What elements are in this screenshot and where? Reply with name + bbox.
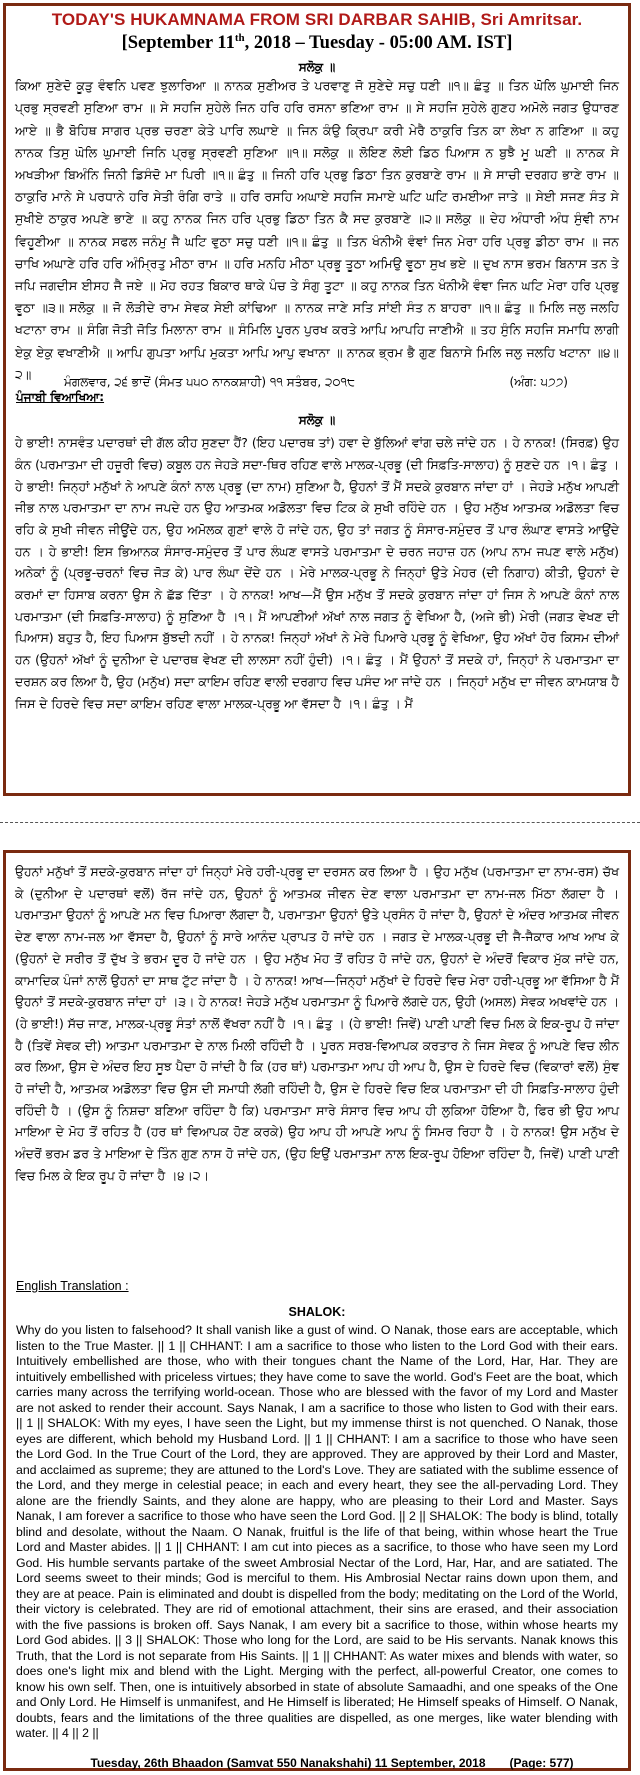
english-page-ref: (Page: 577) xyxy=(509,1755,574,1770)
date-suffix: , 2018 – Tuesday - 05:00 AM. IST] xyxy=(244,33,513,54)
date-prefix: [September 11 xyxy=(121,33,235,54)
punjabi-vyakhya-label: ਪੰਜਾਬੀ ਵਿਆਖਿਆ: xyxy=(16,390,105,405)
english-date: Tuesday, 26th Bhaadon (Samvat 550 Nanakshahi) 11 September, 2018 xyxy=(90,1755,486,1770)
date-header xyxy=(6,32,628,54)
punjabi-page-ref: (ਅੰਗ: ੫੭੭) xyxy=(509,375,568,390)
punjabi-date: ਮੰਗਲਵਾਰ, ੨੬ ਭਾਦੋਂ (ਸੰਮਤ ੫੫੦ ਨਾਨਕਸ਼ਾਹੀ) ੧੧ ਸਤੰਬਰ, ੨੦੧੮ xyxy=(64,375,355,390)
punjabi-vyakhya-text: ਹੇ ਭਾਈ! ਨਾਸਵੰਤ ਪਦਾਰਥਾਂ ਦੀ ਗੱਲ ਕੀਹ ਸੁਣਦਾ ਹੈਂ? (ਇਹ ਪਦਾਰਥ ਤਾਂ) ਹਵਾ ਦੇ ਬੁੱਲਿਆਂ ਵਾਂਗ ਚਲੇ ਜਾਂਦੇ ਹਨ । ਹੇ ਨਾਨਕ! (ਸਿਰਫ਼) ਉਹ ਕੰਨ (ਪਰਮਾਤਮਾ ਦੀ ਹਜ਼ੂਰੀ ਵਿਚ) ਕਬੂਲ ਹਨ ਜੇਹੜੇ ਸਦਾ-ਥਿਰ ਰਹਿਣ ਵਾਲੇ ਮਾਲਕ-ਪ੍ਰਭੂ (ਦੀ ਸਿਫ਼ਤਿ-ਸਾਲਾਹ) ਨੂੰ ਸੁਣਦੇ ਹਨ ।੧। ਛੰਤੁ । ਹੇ ਭਾਈ! ਜਿਨ੍ਹਾਂ ਮਨੁੱਖਾਂ ਨੇ ਆਪਣੇ ਕੰਨਾਂ ਨਾਲ ਪ੍ਰਭੂ (ਦਾ ਨਾਮ) ਸੁਣਿਆ ਹੈ, ਉਹਨਾਂ ਤੋਂ ਮੈਂ ਸਦਕੇ ਕੁਰਬਾਨ ਜਾਂਦਾ ਹਾਂ । ਜੇਹੜੇ ਮਨੁੱਖ ਆਪਣੀ ਜੀਭ ਨਾਲ ਪਰਮਾਤਮਾ ਦਾ ਨਾਮ ਜਪਦੇ ਹਨ ਉਹ ਆਤਮਕ ਅਡੋਲਤਾ ਵਿਚ ਟਿਕ ਕੇ ਸੁਖੀ ਰਹਿੰਦੇ ਹਨ । ਉਹ ਮਨੁੱਖ ਆਤਮਕ ਅਡੋਲਤਾ ਵਿਚ ਰਹਿ ਕੇ ਸੁਖੀ ਜੀਵਨ ਜੀਊਂਦੇ ਹਨ, ਉਹ ਅਮੋਲਕ ਗੁਣਾਂ ਵਾਲੇ ਹੋ ਜਾਂਦੇ ਹਨ, ਉਹ ਤਾਂ ਜਗਤ ਨੂੰ ਸੰਸਾਰ-ਸਮੁੰਦਰ ਤੋਂ ਪਾਰ ਲੰਘਾਣ ਵਾਸਤੇ ਆਉਂਦੇ ਹਨ । ਹੇ ਭਾਈ! ਇਸ ਭਿਆਨਕ ਸੰਸਾਰ-ਸਮੁੰਦਰ ਤੋਂ ਪਾਰ ਲੰਘਣ ਵਾਸਤੇ ਪਰਮਾਤਮਾ ਦੇ ਚਰਨ ਜਹਾਜ਼ ਹਨ (ਆਪ ਨਾਮ ਜਪਣ ਵਾਲੇ ਮਨੁੱਖ) ਅਨੇਕਾਂ ਨੂੰ (ਪ੍ਰਭੂ-ਚਰਨਾਂ ਵਿਚ ਜੋੜ ਕੇ) ਪਾਰ ਲੰਘਾ ਦੇਂਦੇ ਹਨ । ਮੇਰੇ ਮਾਲਕ-ਪ੍ਰਭੂ ਨੇ ਜਿਨ੍ਹਾਂ ਉਤੇ ਮੇਹਰ (ਦੀ ਨਿਗਾਹ) ਕੀਤੀ, ਉਹਨਾਂ ਦੇ ਕਰਮਾਂ ਦਾ ਹਿਸਾਬ ਕਰਨਾ ਉਸ ਨੇ ਛੱਡ ਦਿੱਤਾ । ਹੇ ਨਾਨਕ! ਆਖ—ਮੈਂ ਉਸ ਮਨੁੱਖ ਤੋਂ ਸਦਕੇ ਕੁਰਬਾਨ ਜਾਂਦਾ ਹਾਂ ਜਿਸ ਨੇ ਆਪਣੇ ਕੰਨਾਂ ਨਾਲ ਪਰਮਾਤਮਾ (ਦੀ ਸਿਫ਼ਤਿ-ਸਾਲਾਹ) ਨੂੰ ਸੁਣਿਆ ਹੈ ।੧। ਮੈਂ ਆਪਣੀਆਂ ਅੱਖਾਂ ਨਾਲ ਜਗਤ ਨੂੰ ਵੇਖਿਆ ਹੈ, (ਅਜੇ ਭੀ) ਮੇਰੀ (ਜਗਤ ਵੇਖਣ ਦੀ ਪਿਆਸ) ਬਹੁਤ ਹੈ, ਇਹ ਪਿਆਸ ਬੁੱਝਦੀ ਨਹੀਂ । ਹੇ ਨਾਨਕ! ਜਿਨ੍ਹਾਂ ਅੱਖਾਂ ਨੇ ਮੇਰੇ ਪਿਆਰੇ ਪ੍ਰਭੂ ਨੂੰ ਵੇਖਿਆ, ਉਹ ਅੱਖਾਂ ਹੋਰ ਕਿਸਮ ਦੀਆਂ ਹਨ (ਉਹਨਾਂ ਅੱਖਾਂ ਨੂੰ ਦੁਨੀਆ ਦੇ ਪਦਾਰਥ ਵੇਖਣ ਦੀ ਲਾਲਸਾ ਨਹੀਂ ਹੁੰਦੀ) ।੧। ਛੰਤੁ । ਮੈਂ ਉਹਨਾਂ ਤੋਂ ਸਦਕੇ ਹਾਂ, ਜਿਨ੍ਹਾਂ ਨੇ ਪਰਮਾਤਮਾ ਦਾ ਦਰਸ਼ਨ ਕਰ ਲਿਆ ਹੈ, ਉਹ (ਮਨੁੱਖ) ਸਦਾ ਕਾਇਮ ਰਹਿਣ ਵਾਲੀ ਦਰਗਾਹ ਵਿਚ ਪਸੰਦ ਆ ਜਾਂਦੇ ਹਨ । ਜਿਨ੍ਹਾਂ ਮਨੁੱਖ ਦਾ ਜੀਵਨ ਕਾਮਯਾਬ ਹੈ ਜਿਸ ਦੇ ਹਿਰਦੇ ਵਿਚ ਸਦਾ ਕਾਇਮ ਰਹਿਣ ਵਾਲਾ ਮਾਲਕ-ਪ੍ਰਭੂ ਆ ਵੱਸਦਾ ਹੈ ।੧। ਛੰਤੁ । ਮੈਂ xyxy=(15,435,619,711)
punjabi-vyakhya-continued: ਉਹਨਾਂ ਮਨੁੱਖਾਂ ਤੋਂ ਸਦਕੇ-ਕੁਰਬਾਨ ਜਾਂਦਾ ਹਾਂ ਜਿਨ੍ਹਾਂ ਮੇਰੇ ਹਰੀ-ਪ੍ਰਭੂ ਦਾ ਦਰਸਨ ਕਰ ਲਿਆ ਹੈ । ਉਹ ਮਨੁੱਖ (ਪਰਮਾਤਮਾ ਦਾ ਨਾਮ-ਰਸ) ਚੱਖ ਕੇ (ਦੁਨੀਆ ਦੇ ਪਦਾਰਥਾਂ ਵਲੋਂ) ਰੱਜ ਜਾਂਦੇ ਹਨ, ਉਹਨਾਂ ਨੂੰ ਆਤਮਕ ਜੀਵਨ ਦੇਣ ਵਾਲਾ ਪਰਮਾਤਮਾ ਦਾ ਨਾਮ-ਜਲ ਮਿੱਠਾ ਲੱਗਦਾ ਹੈ । ਪਰਮਾਤਮਾ ਉਹਨਾਂ ਨੂੰ ਆਪਣੇ ਮਨ ਵਿਚ ਪਿਆਰਾ ਲੱਗਦਾ ਹੈ, ਪਰਮਾਤਮਾ ਉਹਨਾਂ ਉਤੇ ਪ੍ਰਸੰਨ ਹੋ ਜਾਂਦਾ ਹੈ, ਉਹਨਾਂ ਦੇ ਅੰਦਰ ਆਤਮਕ ਜੀਵਨ ਦੇਣ ਵਾਲਾ ਨਾਮ-ਜਲ ਆ ਵੱਸਦਾ ਹੈ, ਉਹਨਾਂ ਨੂੰ ਸਾਰੇ ਆਨੰਦ ਪ੍ਰਾਪਤ ਹੋ ਜਾਂਦੇ ਹਨ । ਜਗਤ ਦੇ ਮਾਲਕ-ਪ੍ਰਭੂ ਦੀ ਜੈ-ਜੈਕਾਰ ਆਖ ਆਖ ਕੇ (ਉਹਨਾਂ ਦੇ ਸਰੀਰ ਤੋਂ ਦੁੱਖ ਤੇ ਭਰਮ ਦੂਰ ਹੋ ਜਾਂਦੇ ਹਨ । ਉਹ ਮਨੁੱਖ ਮੋਹ ਤੋਂ ਰਹਿਤ ਹੋ ਜਾਂਦੇ ਹਨ, ਉਹਨਾਂ ਦੇ ਅੰਦਰੋਂ ਵਿਕਾਰ ਮੁੱਕ ਜਾਂਦੇ ਹਨ, ਕਾਮਾਦਿਕ ਪੰਜਾਂ ਨਾਲੋਂ ਉਹਨਾਂ ਦਾ ਸਾਥ ਟੁੱਟ ਜਾਂਦਾ ਹੈ । ਹੇ ਨਾਨਕ! ਆਖ—ਜਿਨ੍ਹਾਂ ਮਨੁੱਖਾਂ ਦੇ ਹਿਰਦੇ ਵਿਚ ਮੇਰਾ ਹਰੀ-ਪ੍ਰਭੂ ਆ ਵੱਸਿਆ ਹੈ ਮੈਂ ਉਹਨਾਂ ਤੋਂ ਸਦਕੇ-ਕੁਰਬਾਨ ਜਾਂਦਾ ਹਾਂ ।੩। ਹੇ ਨਾਨਕ! ਜੇਹੜੇ ਮਨੁੱਖ ਪਰਮਾਤਮਾ ਨੂੰ ਪਿਆਰੇ ਲੱਗਦੇ ਹਨ, ਉਹੀ (ਅਸਲ) ਸੇਵਕ ਅਖਵਾਂਦੇ ਹਨ । (ਹੇ ਭਾਈ!) ਸੱਚ ਜਾਣ, ਮਾਲਕ-ਪ੍ਰਭੂ ਸੰਤਾਂ ਨਾਲੋਂ ਵੱਖਰਾ ਨਹੀਂ ਹੈ ।੧। ਛੰਤੁ । (ਹੇ ਭਾਈ! ਜਿਵੇਂ) ਪਾਣੀ ਪਾਣੀ ਵਿਚ ਮਿਲ ਕੇ ਇਕ-ਰੂਪ ਹੋ ਜਾਂਦਾ ਹੈ (ਤਿਵੇਂ ਸੇਵਕ ਦੀ) ਆਤਮਾ ਪਰਮਾਤਮਾ ਦੇ ਨਾਲ ਮਿਲੀ ਰਹਿੰਦੀ ਹੈ । ਪੂਰਨ ਸਰਬ-ਵਿਆਪਕ ਕਰਤਾਰ ਨੇ ਜਿਸ ਸੇਵਕ ਨੂੰ ਆਪਣੇ ਵਿਚ ਲੀਨ ਕਰ ਲਿਆ, ਉਸ ਦੇ ਅੰਦਰ ਇਹ ਸੂਝ ਪੈਦਾ ਹੋ ਜਾਂਦੀ ਹੈ ਕਿ (ਹਰ ਥਾਂ) ਪਰਮਾਤਮਾ ਆਪ ਹੀ ਆਪ ਹੈ, ਉਸ ਦੇ ਹਿਰਦੇ ਵਿਚ (ਵਿਕਾਰਾਂ ਵਲੋਂ) ਸੁੰਞ ਹੋ ਜਾਂਦੀ ਹੈ, ਆਤਮਕ ਅਡੋਲਤਾ ਵਿਚ ਉਸ ਦੀ ਸਮਾਧੀ ਲੱਗੀ ਰਹਿੰਦੀ ਹੈ, ਉਸ ਦੇ ਹਿਰਦੇ ਵਿਚ ਇਕ ਪਰਮਾਤਮਾ ਦੀ ਹੀ ਸਿਫ਼ਤਿ-ਸਾਲਾਹ ਹੁੰਦੀ ਰਹਿੰਦੀ ਹੈ । (ਉਸ ਨੂੰ ਨਿਸ਼ਚਾ ਬਣਿਆ ਰਹਿੰਦਾ ਹੈ ਕਿ) ਪਰਮਾਤਮਾ ਸਾਰੇ ਸੰਸਾਰ ਵਿਚ ਆਪ ਹੀ ਲੁਕਿਆ ਹੋਇਆ ਹੈ, ਫਿਰ ਭੀ ਉਹ ਆਪ ਮਾਇਆ ਦੇ ਮੋਹ ਤੋਂ ਰਹਿਤ ਹੈ (ਹਰ ਥਾਂ ਵਿਆਪਕ ਹੋਣ ਕਰਕੇ) ਉਹ ਆਪ ਹੀ ਆਪਣੇ ਆਪ ਨੂੰ ਸਿਮਰ ਰਿਹਾ ਹੈ । ਹੇ ਨਾਨਕ! ਉਸ ਮਨੁੱਖ ਦੇ ਅੰਦਰੋਂ ਭਰਮ ਡਰ ਤੇ ਮਾਇਆ ਦੇ ਤਿੰਨ ਗੁਣ ਨਾਸ ਹੋ ਜਾਂਦੇ ਹਨ, (ਉਹ ਇਉਂ ਪਰਮਾਤਮਾ ਨਾਲ ਇਕ-ਰੂਪ ਹੋਇਆ ਰਹਿੰਦਾ ਹੈ, ਜਿਵੇਂ) ਪਾਣੀ ਪਾਣੀ ਵਿਚ ਮਿਲ ਕੇ ਇਕ ਰੂਪ ਹੋ ਜਾਂਦਾ ਹੈ ।੪।੨। xyxy=(15,864,619,1183)
salok-heading: ਸਲੋਕੁ ॥ xyxy=(298,60,336,75)
page-divider xyxy=(0,822,640,823)
english-dateline xyxy=(6,1756,628,1770)
translation-panel xyxy=(3,850,631,1771)
date-suffix-sup: th xyxy=(234,32,245,44)
english-shalok-heading: SHALOK: xyxy=(288,1305,346,1319)
hukamnama-panel xyxy=(3,3,631,796)
page-title: TODAY'S HUKAMNAMA FROM SRI DARBAR SAHIB, Sri Amritsar. xyxy=(51,10,583,29)
english-translation-label: English Translation : xyxy=(16,1279,129,1293)
english-translation-text: Why do you listen to falsehood? It shall vanish like a gust of wind. O Nanak, those ears are acceptable, which listen to the True Master. || 1 || CHHANT: I am a sacrifice to those who listen to the Lord God with their ears. Intuitively embellished are those, who with their tongues chant the Name of the Lord, Har, Har. They are intuitively embellished with priceless virtues; they have come to save the world. God's Feet are the boat, which carries many across the terrifying world-ocean. Those who are blessed with the favor of my Lord and Master are not asked to render their account. Says Nanak, I am a sacrifice to those who listen to God with their ears. || 1 || SHALOK: With my eyes, I have seen the Light, but my immense thirst is not quenched. O Nanak, those eyes are different, which behold my Husband Lord. || 1 || CHHANT: I am a sacrifice to those who have seen the Lord God. In the True Court of the Lord, they are approved. They are approved by their Lord and Master, and acclaimed as supreme; they are attuned to the Lord's Love. They are satiated with the sublime essence of the Lord, and they merge in celestial peace; in each and every heart, they see the all-pervading Lord. They alone are the friendly Saints, and they alone are happy, who are pleasing to their Lord and Master. Says Nanak, I am forever a sacrifice to those who have seen the Lord God. || 2 || SHALOK: The body is blind, totally blind and desolate, without the Naam. O Nanak, fruitful is the life of that being, within whose heart the True Lord and Master abides. || 1 || CHHANT: I am cut into pieces as a sacrifice, to those who have seen my Lord God. His humble servants partake of the sweet Ambrosial Nectar of the Lord, Har, Har, and are satiated. The Lord seems sweet to their minds; God is merciful to them. His Ambrosial Nectar rains down upon them, and they are at peace. Pain is eliminated and doubt is dispelled from the body; meditating on the Lord of the World, their victory is celebrated. They are rid of emotional attachment, their sins are erased, and their association with the five passions is broken off. Says Nanak, I am every bit a sacrifice to those, within whose hearts my Lord God abides. || 3 || SHALOK: Those who long for the Lord, are said to be His servants. Nanak knows this Truth, that the Lord is not separate from His Saints. || 1 || CHHANT: As water mixes and blends with water, so does one's light mix and blend with the Light. Merging with the perfect, all-powerful Creator, one comes to know his own self. Then, one is intuitively absorbed in state of absolute Samaadhi, and one speaks of the One and Only Lord. He Himself is unmanifest, and He Himself is liberated; He Himself speaks of Himself. O Nanak, doubts, fears and the limitations of the three qualities are dispelled, as one merges, like water blending with water. || 4 || 2 || xyxy=(16,1323,618,1740)
punjabi-dateline xyxy=(6,371,628,390)
gurbani-text: ਕਿਆ ਸੁਣੇਦੋ ਕੂੜੁ ਵੰਞਨਿ ਪਵਣ ਝੁਲਾਰਿਆ ॥ ਨਾਨਕ ਸੁਣੀਅਰ ਤੇ ਪਰਵਾਣੁ ਜੋ ਸੁਣੇਦੇ ਸਚੁ ਧਣੀ ॥੧॥ ਛੰਤੁ ॥ ਤਿਨ ਘੋਲਿ ਘੁਮਾਈ ਜਿਨ ਪ੍ਰਭੁ ਸ੍ਰਵਣੀ ਸੁਣਿਆ ਰਾਮ ॥ ਸੇ ਸਹਜਿ ਸੁਹੇਲੇ ਜਿਨ ਹਰਿ ਹਰਿ ਰਸਨਾ ਭਣਿਆ ਰਾਮ ॥ ਸੇ ਸਹਜਿ ਸੁਹੇਲੇ ਗੁਣਹ ਅਮੋਲੇ ਜਗਤ ਉਧਾਰਣ ਆਏ ॥ ਭੈ ਬੋਹਿਥ ਸਾਗਰ ਪ੍ਰਭ ਚਰਣਾ ਕੇਤੇ ਪਾਰਿ ਲਘਾਏ ॥ ਜਿਨ ਕੰਉ ਕ੍ਰਿਪਾ ਕਰੀ ਮੇਰੈ ਠਾਕੁਰਿ ਤਿਨ ਕਾ ਲੇਖਾ ਨ ਗਣਿਆ ॥ ਕਹੁ ਨਾਨਕ ਤਿਸੁ ਘੋਲਿ ਘੁਮਾਈ ਜਿਨਿ ਪ੍ਰਭੁ ਸ੍ਰਵਣੀ ਸੁਣਿਆ ॥੧॥ ਸਲੋਕੁ ॥ ਲੋਇਣ ਲੋਈ ਡਿਠ ਪਿਆਸ ਨ ਬੁਝੈ ਮੂ ਘਣੀ ॥ ਨਾਨਕ ਸੇ ਅਖੜੀਆ ਬਿਅੰਨਿ ਜਿਨੀ ਡਿਸੰਦੋ ਮਾ ਪਿਰੀ ॥੧॥ ਛੰਤੁ ॥ ਜਿਨੀ ਹਰਿ ਪ੍ਰਭੁ ਡਿਠਾ ਤਿਨ ਕੁਰਬਾਣੇ ਰਾਮ ॥ ਸੇ ਸਾਚੀ ਦਰਗਹ ਭਾਣੇ ਰਾਮ ॥ ਠਾਕੁਰਿ ਮਾਨੇ ਸੇ ਪਰਧਾਨੇ ਹਰਿ ਸੇਤੀ ਰੰਗਿ ਰਾਤੇ ॥ ਹਰਿ ਰਸਹਿ ਅਘਾਏ ਸਹਜਿ ਸਮਾਏ ਘਟਿ ਘਟਿ ਰਮਈਆ ਜਾਤੇ ॥ ਸੇਈ ਸਜਣ ਸੰਤ ਸੇ ਸੁਖੀਏ ਠਾਕੁਰ ਅਪਣੇ ਭਾਣੇ ॥ ਕਹੁ ਨਾਨਕ ਜਿਨ ਹਰਿ ਪ੍ਰਭੁ ਡਿਠਾ ਤਿਨ ਕੈ ਸਦ ਕੁਰਬਾਣੇ ॥੨॥ ਸਲੋਕੁ ॥ ਦੇਹ ਅੰਧਾਰੀ ਅੰਧ ਸੁੰਞੀ ਨਾਮ ਵਿਹੂਣੀਆ ॥ ਨਾਨਕ ਸਫਲ ਜਨੰਮੁ ਜੈ ਘਟਿ ਵੁਠਾ ਸਚੁ ਧਣੀ ॥੧॥ ਛੰਤੁ ॥ ਤਿਨ ਖੰਨੀਐ ਵੰਞਾਂ ਜਿਨ ਮੇਰਾ ਹਰਿ ਪ੍ਰਭੁ ਡੀਠਾ ਰਾਮ ॥ ਜਨ ਚਾਖਿ ਅਘਾਣੇ ਹਰਿ ਹਰਿ ਅੰਮ੍ਰਿਤੁ ਮੀਠਾ ਰਾਮ ॥ ਹਰਿ ਮਨਹਿ ਮੀਠਾ ਪ੍ਰਭੂ ਤੂਠਾ ਅਮਿਉ ਵੂਠਾ ਸੁਖ ਭਏ ॥ ਦੁਖ ਨਾਸ ਭਰਮ ਬਿਨਾਸ ਤਨ ਤੇ ਜਪਿ ਜਗਦੀਸ ਈਸਹ ਜੈ ਜਏ ॥ ਮੋਹ ਰਹਤ ਬਿਕਾਰ ਥਾਕੇ ਪੰਚ ਤੇ ਸੰਗੁ ਤੂਟਾ ॥ ਕਹੁ ਨਾਨਕ ਤਿਨ ਖੰਨੀਐ ਵੰਞਾ ਜਿਨ ਘਟਿ ਮੇਰਾ ਹਰਿ ਪ੍ਰਭੁ ਵੂਠਾ ॥੩॥ ਸਲੋਕੁ ॥ ਜੋ ਲੋੜੀਦੇ ਰਾਮ ਸੇਵਕ ਸੇਈ ਕਾਂਢਿਆ ॥ ਨਾਨਕ ਜਾਣੇ ਸਤਿ ਸਾਂਈ ਸੰਤ ਨ ਬਾਹਰਾ ॥੧॥ ਛੰਤੁ ॥ ਮਿਲਿ ਜਲੁ ਜਲਹਿ ਖਟਾਨਾ ਰਾਮ ॥ ਸੰਗਿ ਜੋਤੀ ਜੋਤਿ ਮਿਲਾਨਾ ਰਾਮ ॥ ਸੰਮਿਲਿ ਪੂਰਨ ਪੁਰਖ ਕਰਤੇ ਆਪਿ ਆਪਹਿ ਜਾਣੀਐ ॥ ਤਹ ਸੁੰਨਿ ਸਹਜਿ ਸਮਾਧਿ ਲਾਗੀ ਏਕੁ ਏਕੁ ਵਖਾਣੀਐ ॥ ਆਪਿ ਗੁਪਤਾ ਆਪਿ ਮੁਕਤਾ ਆਪਿ ਆਪੁ ਵਖਾਨਾ ॥ ਨਾਨਕ ਭ੍ਰਮ ਭੈ ਗੁਣ ਬਿਨਾਸੇ ਮਿਲਿ ਜਲੁ ਜਲਹਿ ਖਟਾਨਾ ॥੪॥੨॥ xyxy=(15,78,619,382)
vyakhya-salok-heading: ਸਲੋਕੁ ॥ xyxy=(298,413,336,428)
